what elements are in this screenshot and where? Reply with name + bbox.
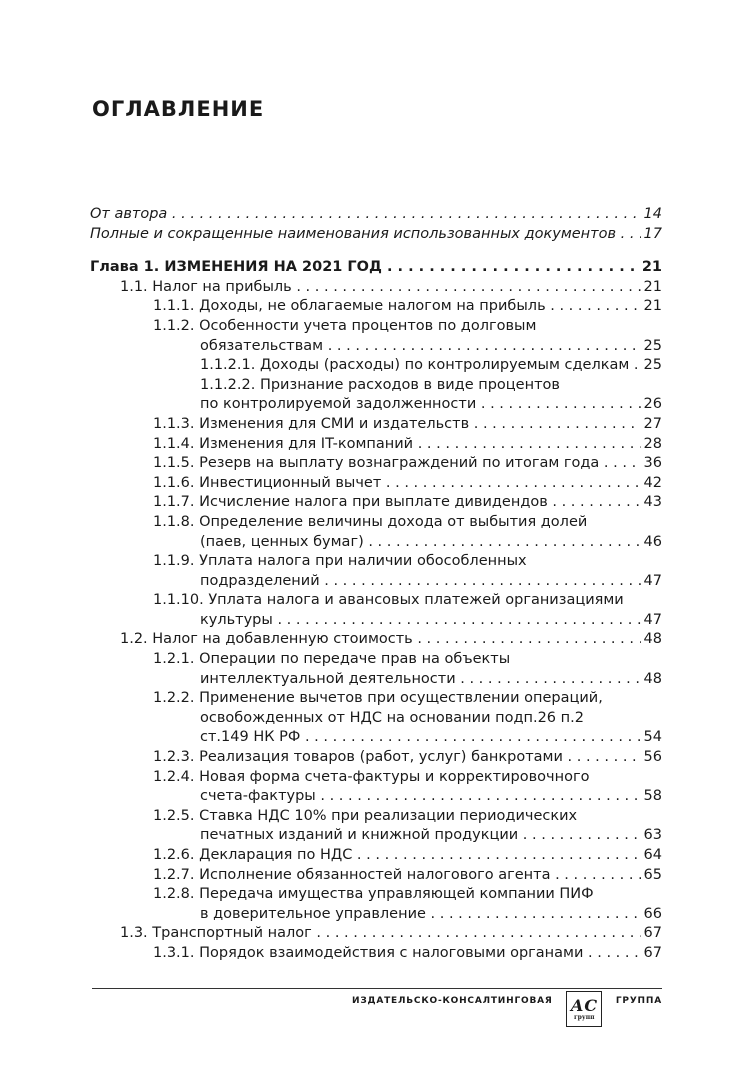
toc-entry-page: 54 (643, 729, 662, 746)
toc-entry-text (153, 944, 641, 964)
toc-entry-text (90, 258, 639, 278)
toc-entry[interactable] (90, 572, 662, 592)
toc-entry-text (153, 807, 662, 827)
toc-entry-label: Исчисление налога при выплате дивидендов (199, 494, 548, 511)
toc-entry-page: 58 (643, 788, 662, 805)
toc-entry-page: 48 (643, 670, 662, 687)
toc-entry[interactable] (90, 552, 662, 572)
toc-entry-text (120, 630, 641, 650)
toc-entry-number: 1.1.6. (153, 474, 195, 491)
publisher-footer (352, 993, 662, 1027)
toc-entry-page: 67 (643, 925, 662, 942)
toc-entry-text (90, 225, 641, 245)
toc-entry-page: 17 (643, 225, 662, 242)
toc-entry-text (200, 826, 641, 846)
toc-entry-number: 1.3. (120, 925, 148, 942)
toc-entry-number: 1.1.9. (153, 553, 195, 570)
toc-entry-text (153, 689, 662, 709)
toc-entry[interactable] (90, 768, 662, 788)
toc-entry-label: Полные и сокращенные наименования использованных документов (90, 225, 617, 242)
toc-entry[interactable] (90, 225, 662, 245)
toc-entry[interactable] (90, 337, 662, 357)
toc-entry-text (153, 846, 641, 866)
toc-entry-label: Применение вычетов при осуществлении операций, (199, 690, 603, 707)
toc-entry-page: 56 (643, 749, 662, 766)
toc-entry[interactable] (90, 787, 662, 807)
toc-entry[interactable] (90, 826, 662, 846)
toc-entry-text (200, 611, 641, 631)
toc-entry-text (153, 552, 662, 572)
toc-entry[interactable] (90, 885, 662, 905)
toc-entry[interactable] (90, 376, 662, 396)
toc-entry[interactable] (90, 317, 662, 337)
toc-entry-label: Транспортный налог (152, 925, 312, 942)
toc-entry-text (153, 493, 641, 513)
toc-entry-text (153, 454, 641, 474)
toc-entry-label: счета-фактуры (200, 788, 316, 805)
toc-entry-number: 1.1.5. (153, 455, 195, 472)
toc-entry-text (90, 205, 641, 225)
toc-entry-number: 1.2.5. (153, 807, 195, 824)
toc-entry-page: 43 (643, 494, 662, 511)
toc-entry-number: 1.2. (120, 631, 148, 648)
toc-entry-page: 42 (643, 474, 662, 491)
toc-entry-text (153, 866, 641, 886)
toc-entry-number: 1.2.2. (153, 690, 195, 707)
toc-entry[interactable] (90, 944, 662, 964)
toc-entry[interactable] (90, 356, 662, 376)
toc-entry-page: 14 (643, 206, 662, 222)
toc-entry-number: 1.2.1. (153, 651, 195, 668)
toc-entry-text (200, 533, 641, 553)
toc-entry-text (200, 905, 641, 925)
toc-entry-number: 1.1.3. (153, 415, 195, 432)
toc-entry-label: интеллектуальной деятельности (200, 670, 456, 687)
toc-entry-label: подразделений (200, 572, 320, 589)
toc-entry-page: 47 (643, 572, 662, 589)
toc-entry-text (153, 297, 641, 317)
toc-entry-number: 1.1.2. (153, 317, 195, 334)
toc-entry-label: ст.149 НК РФ (200, 729, 301, 746)
toc-entry-label: в доверительное управление (200, 905, 426, 922)
toc-entry-page: 64 (643, 847, 662, 863)
toc-entry-number: 1.1.2.1. (200, 357, 256, 374)
toc-entry[interactable] (90, 905, 662, 925)
toc-entry-label: Новая форма счета-фактуры и корректировочного (199, 768, 590, 785)
toc-entry-page: 46 (643, 533, 662, 550)
toc-entry[interactable] (90, 258, 662, 278)
toc-entry-text (200, 787, 641, 807)
toc-entry-text (120, 924, 641, 944)
toc-entry-page: 66 (643, 905, 662, 922)
toc-entry[interactable] (90, 728, 662, 748)
toc-entry[interactable] (90, 591, 662, 611)
toc-entry-text (200, 376, 662, 396)
logo-mark: АС (570, 995, 598, 1015)
toc-entry-text (153, 768, 662, 788)
table-of-contents (90, 205, 662, 964)
toc-entry-text (153, 591, 662, 611)
toc-entry-page: 48 (643, 631, 662, 648)
toc-entry-number: 1.2.6. (153, 847, 195, 863)
toc-entry-number: 1.1.1. (153, 298, 195, 315)
toc-entry-label: От автора (90, 206, 168, 222)
toc-entry-page: 28 (643, 435, 662, 452)
toc-entry[interactable] (90, 611, 662, 631)
toc-entry-label: по контролируемой задолженности (200, 396, 477, 413)
toc-entry-text (200, 356, 641, 376)
toc-entry-label: Инвестиционный вычет (199, 474, 382, 491)
toc-entry-label: Резерв на выплату вознаграждений по итогам года (199, 455, 600, 472)
footer-publisher-right: ГРУППА (615, 996, 662, 1006)
toc-entry-number: 1.1. (120, 278, 148, 295)
toc-entry-number: 1.2.4. (153, 768, 195, 785)
toc-entry[interactable] (90, 748, 662, 768)
toc-entry-page: 25 (643, 357, 662, 374)
page-title: ОГЛАВЛЕНИЕ (92, 97, 265, 121)
toc-entry-number: 1.1.8. (153, 513, 195, 530)
toc-entry-page: 36 (643, 455, 662, 472)
toc-entry-label: Уплата налога и авансовых платежей организациями (208, 592, 624, 609)
toc-entry-number: 1.1.7. (153, 494, 195, 511)
toc-entry-page: 47 (643, 611, 662, 628)
toc-entry-label: Ставка НДС 10% при реализации периодических (199, 807, 578, 824)
toc-entry-number: 1.1.2.2. (200, 376, 256, 393)
toc-entry-label: Порядок взаимодействия с налоговыми органами (199, 944, 584, 961)
toc-entry-number: 1.1.10. (153, 592, 204, 609)
toc-entry-text (200, 670, 641, 690)
toc-entry-page: 63 (643, 827, 662, 844)
toc-entry-number: 1.2.8. (153, 886, 195, 903)
toc-entry[interactable] (90, 297, 662, 317)
toc-entry-label: (паев, ценных бумаг) (200, 533, 364, 550)
toc-entry[interactable] (90, 924, 662, 944)
toc-entry[interactable] (90, 435, 662, 455)
toc-entry[interactable] (90, 846, 662, 866)
toc-entry-number: Глава 1. (90, 259, 160, 276)
toc-entry[interactable] (90, 278, 662, 298)
toc-entry-text (153, 317, 662, 337)
toc-entry-label: Исполнение обязанностей налогового агента (199, 866, 551, 883)
toc-entry-page: 25 (643, 337, 662, 354)
toc-entry-text (120, 278, 641, 298)
toc-entry-label: Реализация товаров (работ, услуг) банкротами (199, 749, 563, 766)
footer-divider (92, 988, 662, 989)
toc-entry-label: Операции по передаче прав на объекты (199, 651, 511, 668)
toc-entry-label: Уплата налога при наличии обособленных (199, 553, 527, 570)
toc-entry-number: 1.3.1. (153, 944, 195, 961)
toc-entry-text (200, 728, 641, 748)
toc-entry-number: 1.1.4. (153, 435, 195, 452)
toc-entry[interactable] (90, 709, 662, 729)
toc-entry[interactable] (90, 395, 662, 415)
toc-entry[interactable] (90, 513, 662, 533)
toc-entry[interactable] (90, 493, 662, 513)
toc-entry-page: 21 (641, 259, 662, 276)
toc-entry-label: печатных изданий и книжной продукции (200, 827, 519, 844)
toc-entry[interactable] (90, 866, 662, 886)
toc-entry-page: 65 (643, 866, 662, 883)
toc-entry[interactable] (90, 454, 662, 474)
toc-entry-text (153, 435, 641, 455)
toc-entry-page: 27 (643, 415, 662, 432)
publisher-logo-icon (566, 991, 602, 1027)
toc-entry-page: 26 (643, 396, 662, 413)
toc-entry-label: Изменения для СМИ и издательств (199, 415, 470, 432)
toc-entry-text (200, 572, 641, 592)
toc-entry-label: ИЗМЕНЕНИЯ НА 2021 ГОД (164, 259, 382, 276)
toc-entry[interactable] (90, 533, 662, 553)
toc-entry-label: освобожденных от НДС на основании подп.26 п.2 (200, 709, 584, 726)
toc-entry[interactable] (90, 474, 662, 494)
toc-entry-number: 1.2.3. (153, 749, 195, 766)
toc-entry-label: Определение величины дохода от выбытия долей (199, 513, 588, 530)
footer-publisher-left: ИЗДАТЕЛЬСКО-КОНСАЛТИНГОВАЯ (352, 996, 553, 1006)
toc-entry-page: 21 (643, 278, 662, 295)
toc-entry-number: 1.2.7. (153, 866, 195, 883)
toc-entry-label: Передача имущества управляющей компании ПИФ (199, 886, 594, 903)
toc-entry-label: Изменения для IT-компаний (199, 435, 414, 452)
toc-entry-label: Налог на добавленную стоимость (152, 631, 413, 648)
toc-entry-label: Доходы (расходы) по контролируемым сделкам (259, 357, 630, 374)
toc-entry[interactable] (90, 415, 662, 435)
toc-entry[interactable] (90, 650, 662, 670)
toc-entry-page: 67 (643, 944, 662, 961)
toc-entry[interactable] (90, 689, 662, 709)
toc-entry-label: Признание расходов в виде процентов (259, 376, 560, 393)
toc-entry-label: обязательствам (200, 337, 324, 354)
toc-entry-text (153, 474, 641, 494)
toc-entry-label: Особенности учета процентов по долговым (199, 317, 537, 334)
toc-entry[interactable] (90, 205, 662, 225)
toc-entry-text (153, 748, 641, 768)
toc-entry-label: культуры (200, 611, 273, 628)
toc-entry-text (200, 395, 641, 415)
toc-entry-text (200, 337, 641, 357)
toc-entry-text (153, 513, 662, 533)
toc-entry[interactable] (90, 807, 662, 827)
toc-entry-text (153, 650, 662, 670)
toc-entry-text (200, 709, 662, 729)
toc-entry-page: 21 (643, 298, 662, 315)
toc-entry-text (153, 415, 641, 435)
toc-entry-label: Декларация по НДС (199, 847, 353, 863)
toc-entry[interactable] (90, 670, 662, 690)
toc-entry-label: Доходы, не облагаемые налогом на прибыль (199, 298, 546, 315)
toc-entry-label: Налог на прибыль (152, 278, 292, 295)
toc-entry-text (153, 885, 662, 905)
toc-entry[interactable] (90, 630, 662, 650)
logo-caption: групп (574, 1013, 595, 1021)
